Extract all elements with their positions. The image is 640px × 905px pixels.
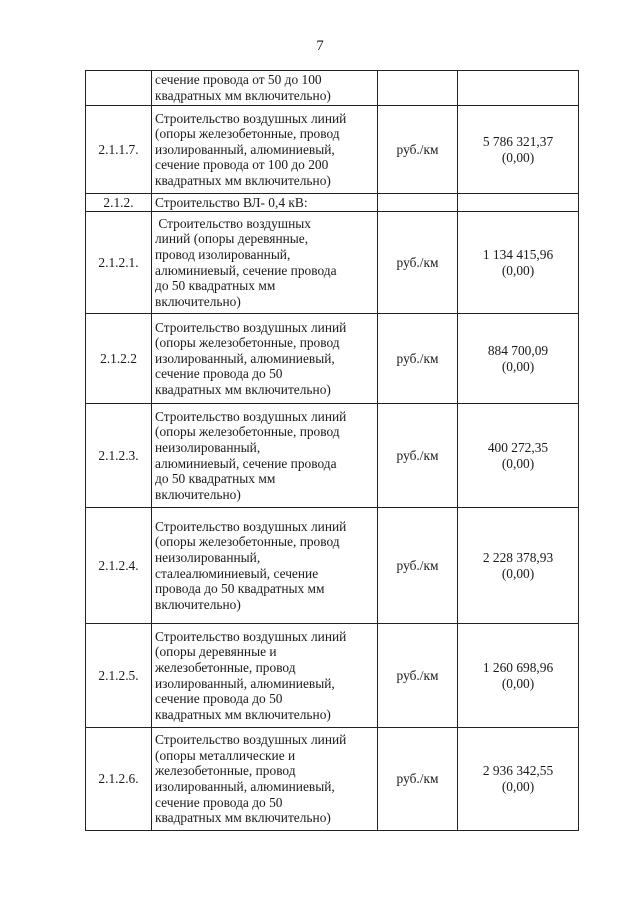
desc-line: (опоры деревянные и (155, 644, 277, 660)
row-number: 2.1.2.3. (86, 404, 152, 508)
desc-line: до 50 квадратных мм (155, 278, 276, 294)
table-row (86, 106, 579, 194)
value-sub: (0,00) (501, 455, 535, 471)
desc-line: линий (опоры деревянные, (155, 231, 309, 247)
row-description (152, 728, 378, 831)
desc-line: алюминиевый, сечение провода (155, 262, 337, 278)
row-value (458, 194, 579, 212)
desc-line: сечение провода до 50 (155, 366, 283, 382)
row-number: 2.1.2.5. (86, 624, 152, 728)
table-row (86, 314, 579, 404)
row-value (458, 71, 579, 106)
value-amount: 1 260 698,96 (482, 659, 554, 675)
row-number: 2.1.2.4. (86, 508, 152, 624)
desc-line: (опоры железобетонные, провод (155, 126, 340, 142)
desc-line: изолированный, алюминиевый, (155, 350, 335, 366)
desc-line: квадратных мм включительно) (155, 172, 331, 188)
desc-line: включительно) (155, 596, 241, 612)
row-number: 2.1.1.7. (86, 106, 152, 194)
desc-line: Строительство воздушных линий (155, 319, 347, 335)
value-amount: 400 272,35 (487, 439, 549, 455)
row-number (86, 71, 152, 106)
row-value (458, 314, 579, 404)
desc-line: до 50 квадратных мм (155, 471, 276, 487)
desc-line: Строительство ВЛ- 0,4 кВ: (155, 194, 308, 210)
desc-line: сечение провода до 50 (155, 794, 283, 810)
desc-line: (опоры железобетонные, провод (155, 424, 340, 440)
row-unit (378, 71, 458, 106)
row-value (458, 728, 579, 831)
row-unit: руб./км (378, 508, 458, 624)
desc-line: железобетонные, провод (155, 659, 296, 675)
desc-line: (опоры металлические и (155, 747, 296, 763)
desc-line: квадратных мм включительно) (155, 706, 331, 722)
desc-line: квадратных мм включительно) (155, 810, 331, 826)
value-amount: 2 936 342,55 (482, 763, 554, 779)
table-row (86, 404, 579, 508)
desc-line: изолированный, алюминиевый, (155, 141, 335, 157)
row-unit: руб./км (378, 728, 458, 831)
row-description (152, 314, 378, 404)
row-value (458, 106, 579, 194)
desc-line: Строительство воздушных линий (155, 518, 347, 534)
row-number: 2.1.2.1. (86, 212, 152, 314)
table-row (86, 71, 579, 106)
desc-line: провода до 50 квадратных мм (155, 581, 325, 597)
row-unit: руб./км (378, 314, 458, 404)
desc-line: сталеалюминиевый, сечение (155, 565, 319, 581)
row-number: 2.1.2.6. (86, 728, 152, 831)
row-description (152, 212, 378, 314)
desc-line: неизолированный, (155, 549, 261, 565)
desc-line: Строительство воздушных линий (155, 110, 347, 126)
value-amount: 884 700,09 (487, 342, 549, 358)
row-description (152, 508, 378, 624)
table-row (86, 624, 579, 728)
row-description (152, 71, 378, 106)
row-number: 2.1.2. (86, 194, 152, 212)
desc-line: Строительство воздушных (155, 215, 311, 231)
row-description (152, 624, 378, 728)
value-amount: 1 134 415,96 (482, 246, 554, 262)
desc-line: Строительство воздушных линий (155, 408, 347, 424)
value-sub: (0,00) (501, 358, 535, 374)
desc-line: Строительство воздушных линий (155, 732, 347, 748)
row-value (458, 508, 579, 624)
desc-line: сечение провода от 100 до 200 (155, 157, 329, 173)
value-amount: 5 786 321,37 (482, 133, 554, 149)
desc-line: включительно) (155, 293, 241, 309)
row-value (458, 404, 579, 508)
desc-line: провод изолированный, (155, 246, 291, 262)
tariff-table (85, 70, 579, 831)
desc-line: алюминиевый, сечение провода (155, 455, 337, 471)
desc-line: (опоры железобетонные, провод (155, 534, 340, 550)
row-unit: руб./км (378, 106, 458, 194)
value-sub: (0,00) (501, 262, 535, 278)
row-description (152, 404, 378, 508)
page-number: 7 (316, 38, 324, 54)
desc-line: сечение провода от 50 до 100 (155, 72, 322, 88)
table-row (86, 212, 579, 314)
desc-line: изолированный, алюминиевый, (155, 675, 335, 691)
desc-line: Строительство воздушных линий (155, 628, 347, 644)
desc-line: квадратных мм включительно) (155, 381, 331, 397)
desc-line: сечение провода до 50 (155, 691, 283, 707)
row-value (458, 212, 579, 314)
value-amount: 2 228 378,93 (482, 549, 554, 565)
value-sub: (0,00) (501, 565, 535, 581)
table-row (86, 508, 579, 624)
desc-line: (опоры железобетонные, провод (155, 335, 340, 351)
row-unit (378, 194, 458, 212)
row-description (152, 194, 378, 212)
row-number: 2.1.2.2 (86, 314, 152, 404)
row-value (458, 624, 579, 728)
row-unit: руб./км (378, 212, 458, 314)
row-description (152, 106, 378, 194)
row-unit: руб./км (378, 624, 458, 728)
value-sub: (0,00) (501, 675, 535, 691)
table-row (86, 194, 579, 212)
value-sub: (0,00) (501, 779, 535, 794)
value-sub: (0,00) (501, 149, 535, 165)
desc-line: включительно) (155, 486, 241, 502)
desc-line: неизолированный, (155, 439, 261, 455)
table-row (86, 728, 579, 831)
desc-line: квадратных мм включительно) (155, 88, 331, 103)
desc-line: железобетонные, провод (155, 763, 296, 779)
row-unit: руб./км (378, 404, 458, 508)
desc-line: изолированный, алюминиевый, (155, 779, 335, 794)
tariff-table-body (86, 71, 579, 831)
